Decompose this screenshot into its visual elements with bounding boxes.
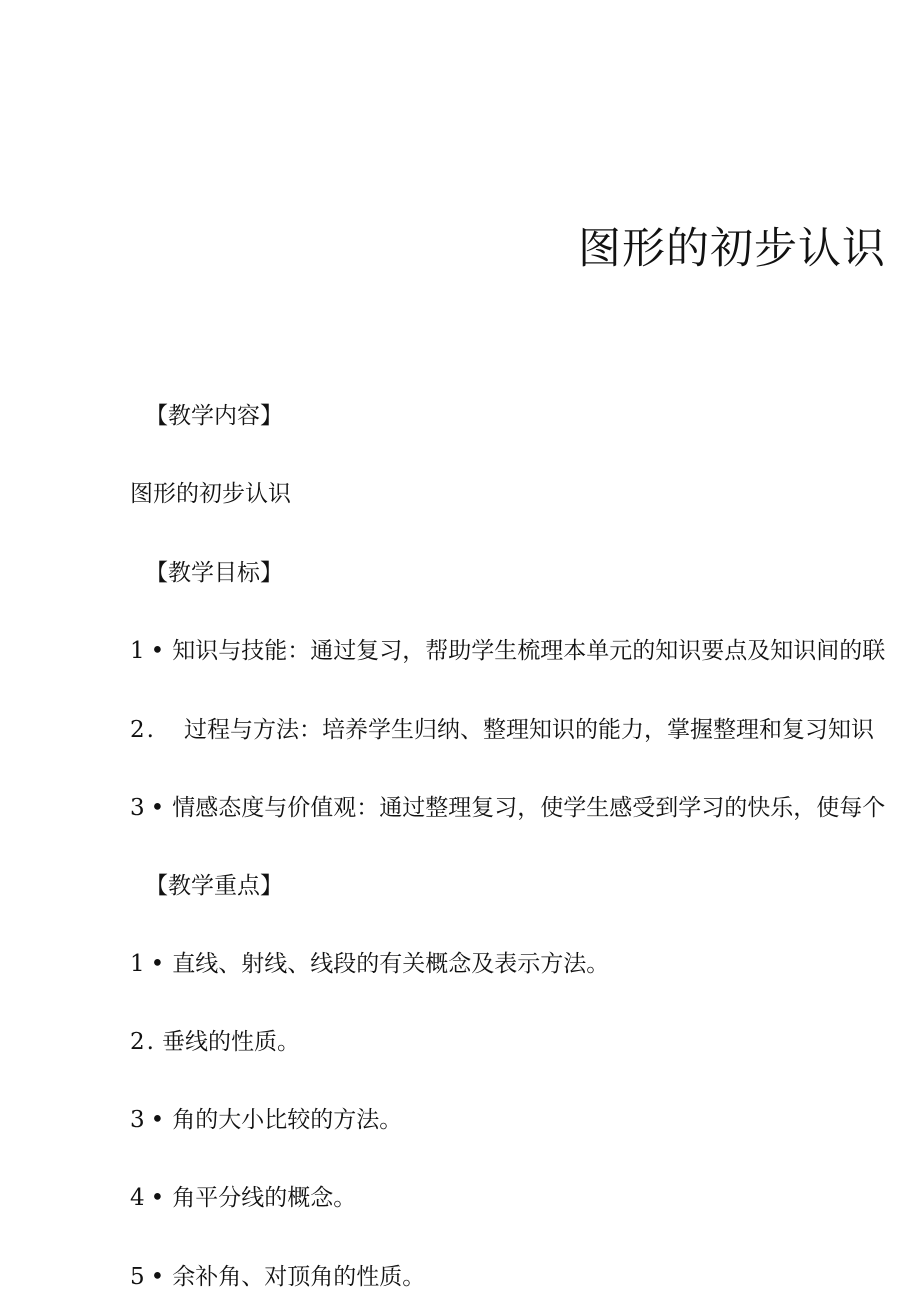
item-number: 1 <box>130 638 145 664</box>
key-point-item-4 <box>130 1183 356 1213</box>
item-text: 情感态度与价值观：通过整理复习，使学生感受到学习的快乐，使每个 <box>172 795 886 821</box>
item-separator: • <box>150 1264 165 1290</box>
key-point-item-2 <box>130 1027 300 1057</box>
document-title: 图形的初步认识 <box>578 224 886 274</box>
item-text: 直线、射线、线段的有关概念及表示方法。 <box>172 951 610 977</box>
item-separator: • <box>150 795 165 821</box>
item-number: 3 <box>130 1107 145 1133</box>
item-text: 余补角、对顶角的性质。 <box>172 1264 426 1290</box>
key-point-item-5 <box>130 1262 425 1292</box>
item-text: 垂线的性质。 <box>161 1029 300 1055</box>
item-text: 角的大小比较的方法。 <box>172 1107 403 1133</box>
content-text: 图形的初步认识 <box>130 481 291 507</box>
key-point-item-3 <box>130 1105 402 1135</box>
key-point-item-1 <box>130 949 609 979</box>
item-separator: . <box>146 717 154 743</box>
item-separator: . <box>146 1029 154 1055</box>
section-heading-content: 【教学内容】 <box>145 403 283 429</box>
objective-item-1 <box>130 636 885 666</box>
item-text: 过程与方法：培养学生归纳、整理知识的能力，掌握整理和复习知识 <box>183 717 874 743</box>
item-text: 角平分线的概念。 <box>172 1185 357 1211</box>
objective-item-2 <box>130 715 874 745</box>
item-number: 2 <box>130 717 145 743</box>
item-text: 知识与技能：通过复习，帮助学生梳理本单元的知识要点及知识间的联 <box>172 638 886 664</box>
item-separator: • <box>150 1185 165 1211</box>
item-number: 1 <box>130 951 145 977</box>
item-number: 2 <box>130 1029 145 1055</box>
section-heading-objectives: 【教学目标】 <box>145 560 283 586</box>
item-separator: • <box>150 951 165 977</box>
item-number: 4 <box>130 1185 145 1211</box>
objective-item-3 <box>130 793 885 823</box>
section-heading-key-points: 【教学重点】 <box>145 873 283 899</box>
item-separator: • <box>150 1107 165 1133</box>
item-number: 3 <box>130 795 145 821</box>
item-number: 5 <box>130 1264 145 1290</box>
item-separator: • <box>150 638 165 664</box>
